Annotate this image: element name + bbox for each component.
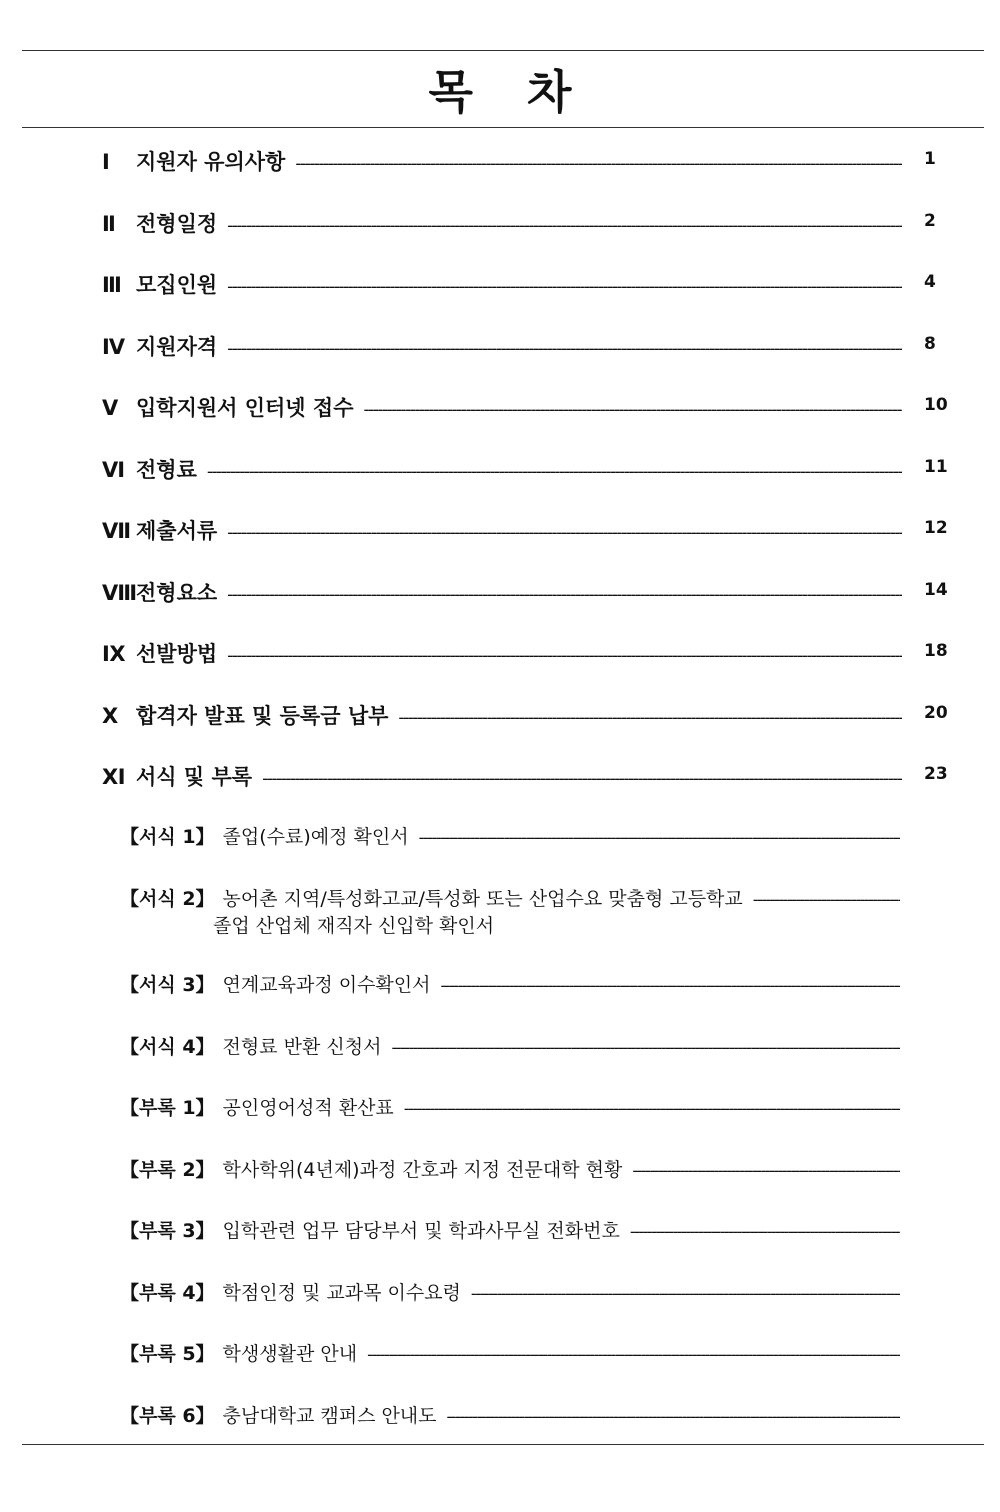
dot-leader <box>367 1345 900 1364</box>
form-tag: 【서식 4】 <box>120 1036 215 1058</box>
chapter-title: 전형요소 <box>136 581 218 605</box>
dot-leader <box>391 1038 900 1057</box>
page-number: 11 <box>924 457 948 477</box>
form-tag: 【서식 1】 <box>120 826 215 848</box>
chapter-title: 입학지원서 인터넷 접수 <box>136 396 354 420</box>
page-number: 2 <box>924 211 936 231</box>
dot-leader <box>419 828 900 847</box>
dot-leader <box>440 976 900 995</box>
page-number: 1 <box>924 149 936 169</box>
page-number: 20 <box>924 703 948 723</box>
dot-leader <box>447 1407 900 1426</box>
chapter-title: 모집인원 <box>136 273 218 297</box>
chapter-numeral: Ⅸ <box>102 642 126 666</box>
sub-title: 학생생활관 안내 <box>222 1343 358 1365</box>
sub-title: 입학관련 업무 담당부서 및 학과사무실 전화번호 <box>222 1220 620 1242</box>
appendix-tag: 【부록 2】 <box>120 1159 215 1181</box>
sub-title: 학점인정 및 교과목 이수요령 <box>222 1282 461 1304</box>
appendix-tag: 【부록 6】 <box>120 1405 215 1427</box>
page-number: 8 <box>924 334 936 354</box>
sub-title: 공인영어성적 환산표 <box>222 1097 394 1119</box>
sub-title: 전형료 반환 신청서 <box>222 1036 382 1058</box>
sub-title: 연계교육과정 이수확인서 <box>222 974 431 996</box>
chapter-title: 전형일정 <box>136 212 218 236</box>
bottom-rule <box>22 1444 984 1445</box>
page-number: 23 <box>924 764 948 784</box>
chapter-title: 합격자 발표 및 등록금 납부 <box>136 704 389 728</box>
sub-title: 학사학위(4년제)과정 간호과 지정 전문대학 현황 <box>222 1159 623 1181</box>
dot-leader <box>404 1099 900 1118</box>
dot-leader <box>227 585 902 605</box>
dot-leader <box>227 646 902 666</box>
form-tag: 【서식 3】 <box>120 974 215 996</box>
dot-leader <box>227 216 902 236</box>
dot-leader <box>295 154 902 174</box>
appendix-tag: 【부록 1】 <box>120 1097 215 1119</box>
page-number: 4 <box>924 272 936 292</box>
form-tag: 【서식 2】 <box>120 888 215 910</box>
chapter-title: 지원자 유의사항 <box>136 150 286 174</box>
chapter-numeral: Ⅲ <box>102 273 122 297</box>
chapter-title: 서식 및 부록 <box>136 765 253 789</box>
sub-title: 졸업(수료)예정 확인서 <box>222 826 409 848</box>
chapter-numeral: Ⅱ <box>102 212 116 236</box>
dot-leader <box>227 523 902 543</box>
chapter-numeral: Ⅴ <box>102 396 119 420</box>
chapter-numeral: Ⅳ <box>102 335 126 359</box>
page-title: 목 차 <box>428 65 572 119</box>
dot-leader <box>471 1284 900 1303</box>
dot-leader <box>262 769 902 789</box>
page-number: 18 <box>924 641 948 661</box>
sub-title-continuation: 졸업 산업체 재직자 신입학 확인서 <box>213 915 495 937</box>
page-number: 10 <box>924 395 948 415</box>
chapter-numeral: Ⅶ <box>102 519 132 543</box>
dot-leader <box>753 890 900 909</box>
sub-title: 농어촌 지역/특성화고교/특성화 또는 산업수요 맞춤형 고등학교 <box>222 888 743 910</box>
dot-leader <box>227 277 902 297</box>
appendix-tag: 【부록 5】 <box>120 1343 215 1365</box>
dot-leader <box>227 339 902 359</box>
dot-leader <box>398 708 902 728</box>
chapter-title: 전형료 <box>136 458 197 482</box>
page-number: 14 <box>924 580 948 600</box>
chapter-numeral: Ⅷ <box>102 581 138 605</box>
chapter-numeral: Ⅰ <box>102 150 110 174</box>
chapter-numeral: Ⅺ <box>102 765 126 789</box>
appendix-tag: 【부록 3】 <box>120 1220 215 1242</box>
dot-leader <box>363 400 902 420</box>
dot-leader <box>632 1161 900 1180</box>
chapter-numeral: Ⅵ <box>102 458 126 482</box>
chapter-title: 제출서류 <box>136 519 218 543</box>
dot-leader <box>207 462 902 482</box>
chapter-numeral: Ⅹ <box>102 704 119 728</box>
chapter-title: 지원자격 <box>136 335 218 359</box>
appendix-tag: 【부록 4】 <box>120 1282 215 1304</box>
chapter-title: 선발방법 <box>136 642 218 666</box>
dot-leader <box>630 1222 900 1241</box>
page-number: 12 <box>924 518 948 538</box>
sub-title: 충남대학교 캠퍼스 안내도 <box>222 1405 437 1427</box>
